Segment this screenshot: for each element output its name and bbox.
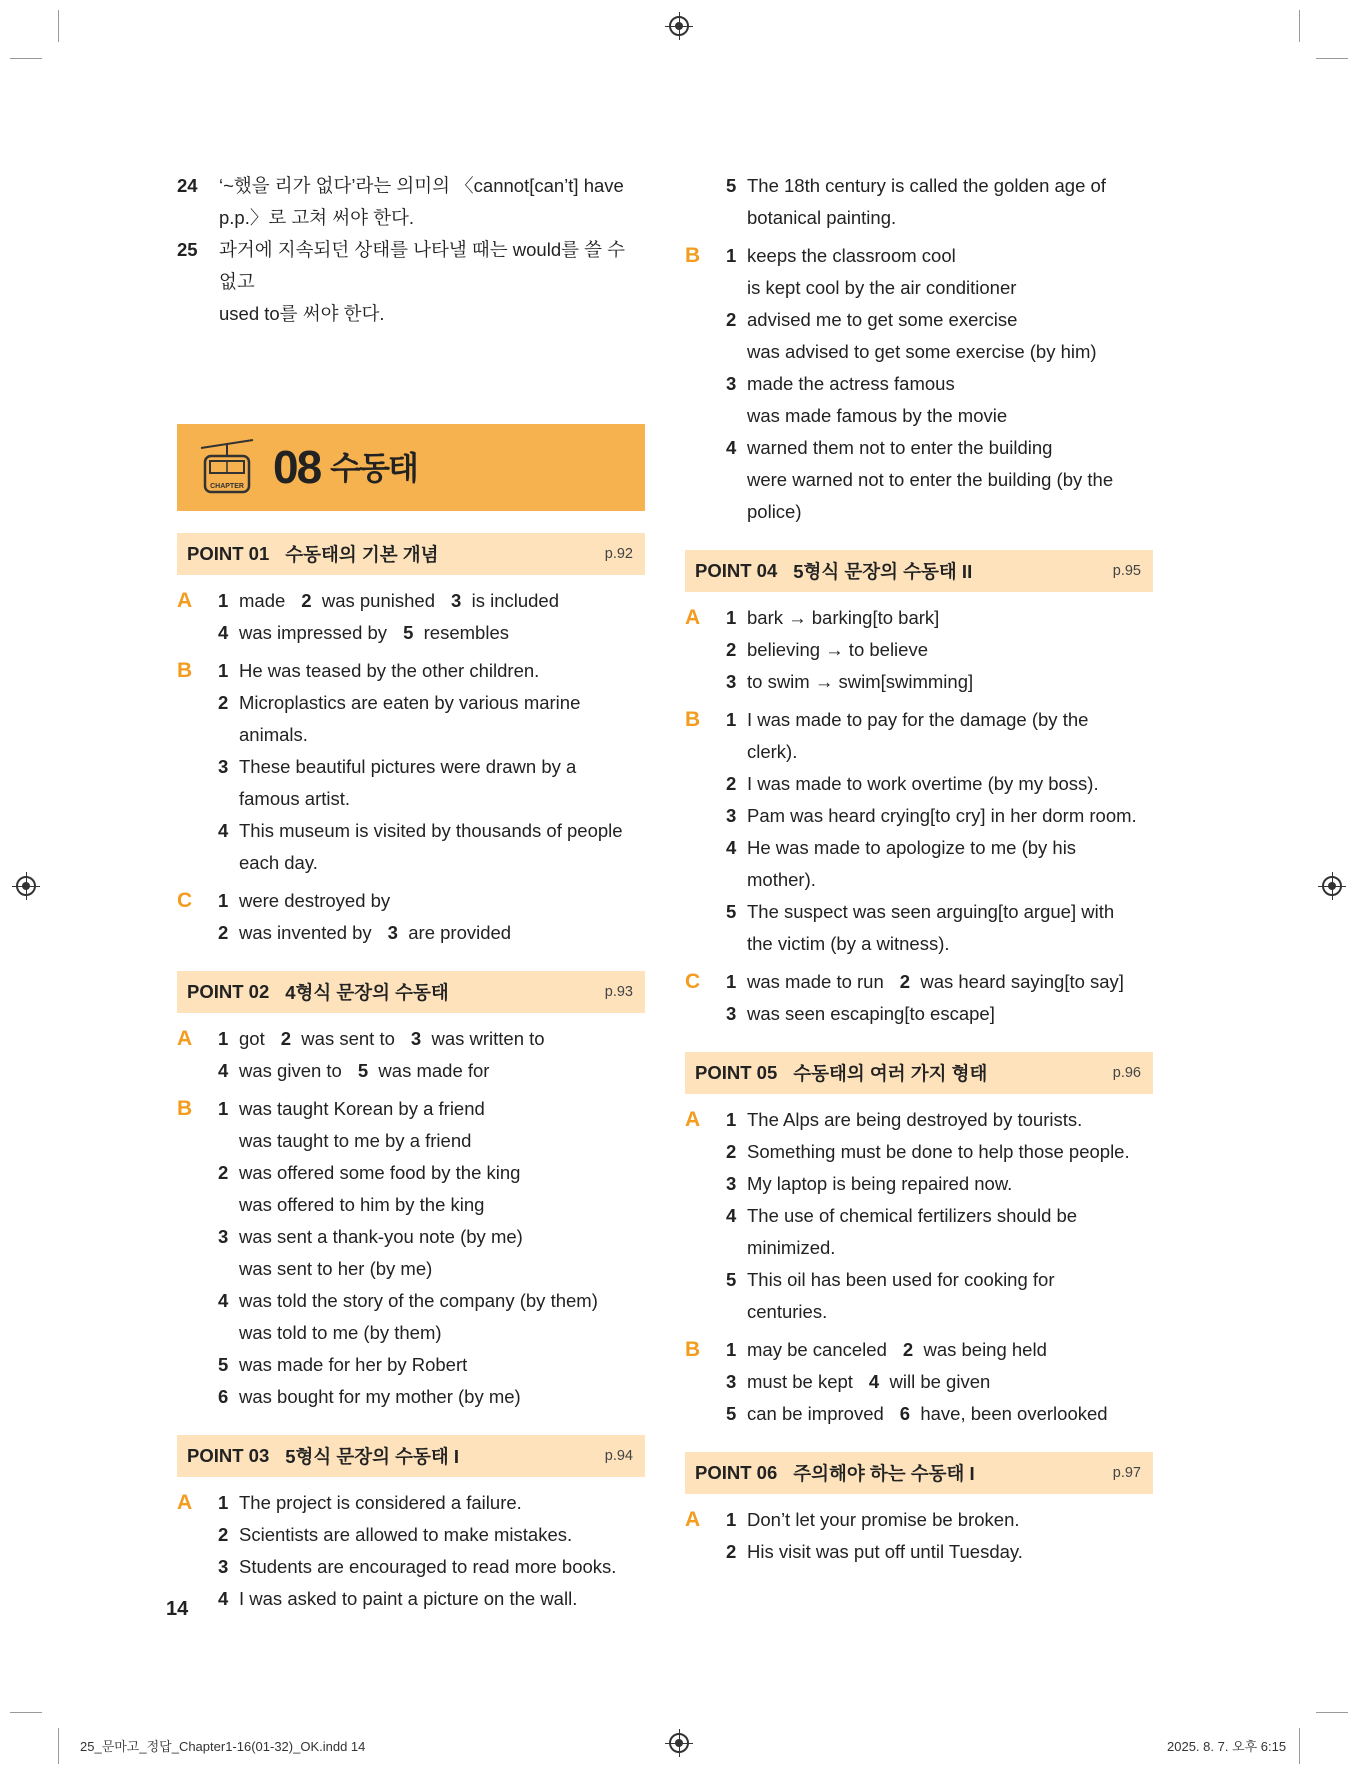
note-text: ‘~했을 리가 없다’라는 의미의 〈cannot[can’t] have — [219, 175, 624, 196]
note-text: p.p.〉로 고쳐 써야 한다. — [219, 207, 415, 228]
answer-item: 4 I was asked to paint a picture on the wall. — [218, 1588, 578, 1609]
answer-item: 1 The Alps are being destroyed by tourists. — [726, 1109, 1083, 1130]
answer-row: 3 was seen escaping[to escape] — [726, 1003, 995, 1024]
point-04-header: POINT 04 5형식 문장의 수동태 II p.95 — [685, 550, 1153, 592]
chapter-title — [273, 440, 417, 494]
point-06-header: POINT 06 주의해야 하는 수동태 I p.97 — [685, 1452, 1153, 1494]
answer-item: 2 Microplastics are eaten by various marine animals. — [218, 692, 581, 745]
answer-item: 3 to swim → swim[swimming] — [726, 671, 974, 692]
answer-item: 2 was offered some food by the king was offered to him by the king — [218, 1162, 521, 1215]
point-01-C: C 1 were destroyed by 2 was invented by 3 are provided — [177, 885, 645, 949]
answer-item: 3 made the actress famous was made famous by the movie — [726, 373, 1008, 426]
answer-item: 5 The 18th century is called the golden age of botanical painting. — [726, 175, 1106, 228]
answer-item: 2 Something must be done to help those people. — [726, 1141, 1130, 1162]
crop-mark — [58, 1728, 59, 1764]
answer-row: 3 must be kept 4 will be given — [726, 1371, 991, 1392]
answer-item: 5 This oil has been used for cooking for centuries. — [726, 1269, 1055, 1322]
answer-item: 4 was told the story of the company (by them) was told to me (by them) — [218, 1290, 598, 1343]
note-25: 25 과거에 지속되던 상태를 나타낼 때는 would를 쓸 수 없고 used to를 써야 한다. — [177, 239, 625, 324]
crop-mark — [1316, 58, 1348, 59]
chapter-name: 수동태 — [330, 450, 417, 486]
footer-file: 25_문마고_정답_Chapter1-16(01-32)_OK.indd 14 — [80, 1739, 366, 1754]
answer-item: 3 was sent a thank-you note (by me) was sent to her (by me) — [218, 1226, 523, 1279]
point-04-A: A 1 bark → barking[to bark] 2 believing → to believe 3 to swim → swim[swimming] — [685, 602, 1153, 698]
point-03-header: POINT 03 5형식 문장의 수동태 I p.94 — [177, 1435, 645, 1477]
point-05-B: B 1 may be canceled 2 was being held 3 must be kept 4 will be given 5 can be improved 6 have, been overlooked — [685, 1334, 1153, 1430]
point-01-A: A 1 made 2 was punished 3 is included 4 was impressed by 5 resembles — [177, 585, 645, 649]
point-02-header: POINT 02 4형식 문장의 수동태 p.93 — [177, 971, 645, 1013]
crop-mark — [10, 58, 42, 59]
chapter-banner — [177, 424, 645, 511]
point-05-A: A 1 The Alps are being destroyed by tourists. 2 Something must be done to help those people. 3 My laptop is being repaired now. 4 The use of chemical fertilizers should be minimized. 5 This oil has been used for cooking for centuries. — [685, 1104, 1153, 1328]
crop-mark — [1299, 1728, 1300, 1764]
answer-item: 1 He was teased by the other children. — [218, 660, 540, 681]
answer-row: 1 made 2 was punished 3 is included — [218, 590, 559, 611]
crop-mark — [10, 1712, 42, 1713]
answer-row: 1 may be canceled 2 was being held — [726, 1339, 1047, 1360]
point-02-B: B 1 was taught Korean by a friend was taught to me by a friend 2 was offered some food by the king was offered to him by the king 3 was sent a thank-you note (by me) was sent to her (by me) 4 was told the story of the company (by them) was told to me (by them) 5 was made for her by Robert 6 was bought for my mother (by me) — [177, 1093, 645, 1413]
page-number: 14 — [166, 1598, 189, 1620]
point-01-B: B 1 He was teased by the other children. 2 Microplastics are eaten by various marine animals. 3 These beautiful pictures were drawn by a famous artist. 4 This museum is visited by thousands of people each day. — [177, 655, 645, 879]
answer-item: 2 His visit was put off until Tuesday. — [726, 1541, 1023, 1562]
point-02-A: A 1 got 2 was sent to 3 was written to 4 was given to 5 was made for — [177, 1023, 645, 1087]
point-05-header: POINT 05 수동태의 여러 가지 형태 p.96 — [685, 1052, 1153, 1094]
point-06-A: A 1 Don’t let your promise be broken. 2 His visit was put off until Tuesday. — [685, 1504, 1153, 1568]
answer-row: 1 were destroyed by — [218, 890, 391, 911]
note-text: 과거에 지속되던 상태를 나타낼 때는 would를 쓸 수 없고 — [219, 239, 625, 292]
answer-item: 2 advised me to get some exercise was advised to get some exercise (by him) — [726, 309, 1097, 362]
answer-item: 3 Students are encouraged to read more books. — [218, 1556, 617, 1577]
left-column — [177, 170, 645, 1621]
answer-item: 2 I was made to work overtime (by my boss). — [726, 773, 1099, 794]
answer-item: 4 He was made to apologize to me (by his mother). — [726, 837, 1077, 890]
answer-item: 1 bark → barking[to bark] — [726, 607, 940, 628]
chapter-number: 08 — [273, 441, 321, 493]
point-01-header: POINT 01 수동태의 기본 개념 p.92 — [177, 533, 645, 575]
point-04-C: C 1 was made to run 2 was heard saying[to say] 3 was seen escaping[to escape] — [685, 966, 1153, 1030]
answer-item: 6 was bought for my mother (by me) — [218, 1386, 521, 1407]
point-03-A: A 1 The project is considered a failure. 2 Scientists are allowed to make mistakes. 3 Students are encouraged to read more books. 4 I was asked to paint a picture on the wall. — [177, 1487, 645, 1615]
right-column — [685, 170, 1153, 1574]
answer-row: 2 was invented by 3 are provided — [218, 922, 512, 943]
answer-item: 3 These beautiful pictures were drawn by a famous artist. — [218, 756, 577, 809]
registration-mark-icon — [1322, 876, 1342, 896]
answer-row: 1 was made to run 2 was heard saying[to say] — [726, 971, 1124, 992]
answer-item: 1 was taught Korean by a friend was taught to me by a friend — [218, 1098, 485, 1151]
chapter-label: CHAPTER — [210, 483, 244, 490]
point-03-A-continued — [685, 170, 1153, 234]
answer-item: 1 I was made to pay for the damage (by the clerk). — [726, 709, 1089, 762]
answer-item: 5 was made for her by Robert — [218, 1354, 468, 1375]
registration-mark-icon — [669, 1733, 689, 1753]
answer-item: 5 The suspect was seen arguing[to argue] with the victim (by a witness). — [726, 901, 1115, 954]
answer-item: 2 Scientists are allowed to make mistakes. — [218, 1524, 573, 1545]
answer-row: 4 was given to 5 was made for — [218, 1060, 490, 1081]
answer-row: 5 can be improved 6 have, been overlooked — [726, 1403, 1108, 1424]
answer-item: 4 This museum is visited by thousands of people each day. — [218, 820, 623, 873]
cable-car-icon — [199, 438, 255, 498]
answer-item: 1 keeps the classroom cool is kept cool by the air conditioner — [726, 245, 1017, 298]
answer-item: 4 warned them not to enter the building were warned not to enter the building (by the police) — [726, 437, 1114, 522]
crop-mark — [1316, 1712, 1348, 1713]
answer-item: 1 The project is considered a failure. — [218, 1492, 522, 1513]
point-04-B: B 1 I was made to pay for the damage (by the clerk). 2 I was made to work overtime (by my boss). 3 Pam was heard crying[to cry] in her dorm room. 4 He was made to apologize to me (by his mother). 5 The suspect was seen arguing[to argue] with the victim (by a witness). — [685, 704, 1153, 960]
registration-mark-icon — [669, 16, 689, 36]
answer-item: 3 Pam was heard crying[to cry] in her dorm room. — [726, 805, 1137, 826]
answer-row: 4 was impressed by 5 resembles — [218, 622, 509, 643]
answer-item: 2 believing → to believe — [726, 639, 928, 660]
answer-item: 3 My laptop is being repaired now. — [726, 1173, 1013, 1194]
note-text: used to를 써야 한다. — [219, 303, 385, 324]
crop-mark — [1299, 10, 1300, 42]
registration-mark-icon — [16, 876, 36, 896]
answer-item: 1 Don’t let your promise be broken. — [726, 1509, 1020, 1530]
footer-date: 2025. 8. 7. 오후 6:15 — [1167, 1739, 1287, 1754]
point-03-B: B 1 keeps the classroom cool is kept cool by the air conditioner 2 advised me to get some exercise was advised to get some exercise (by him) 3 made the actress famous was made famous by the movie 4 warned them not to enter the building were warned not to enter the building (by the police) — [685, 240, 1153, 528]
answer-item: 4 The use of chemical fertilizers should be minimized. — [726, 1205, 1078, 1258]
crop-mark — [58, 10, 59, 42]
answer-row: 1 got 2 was sent to 3 was written to — [218, 1028, 545, 1049]
note-24: 24 ‘~했을 리가 없다’라는 의미의 〈cannot[can’t] have p.p.〉로 고쳐 써야 한다. — [177, 175, 624, 228]
